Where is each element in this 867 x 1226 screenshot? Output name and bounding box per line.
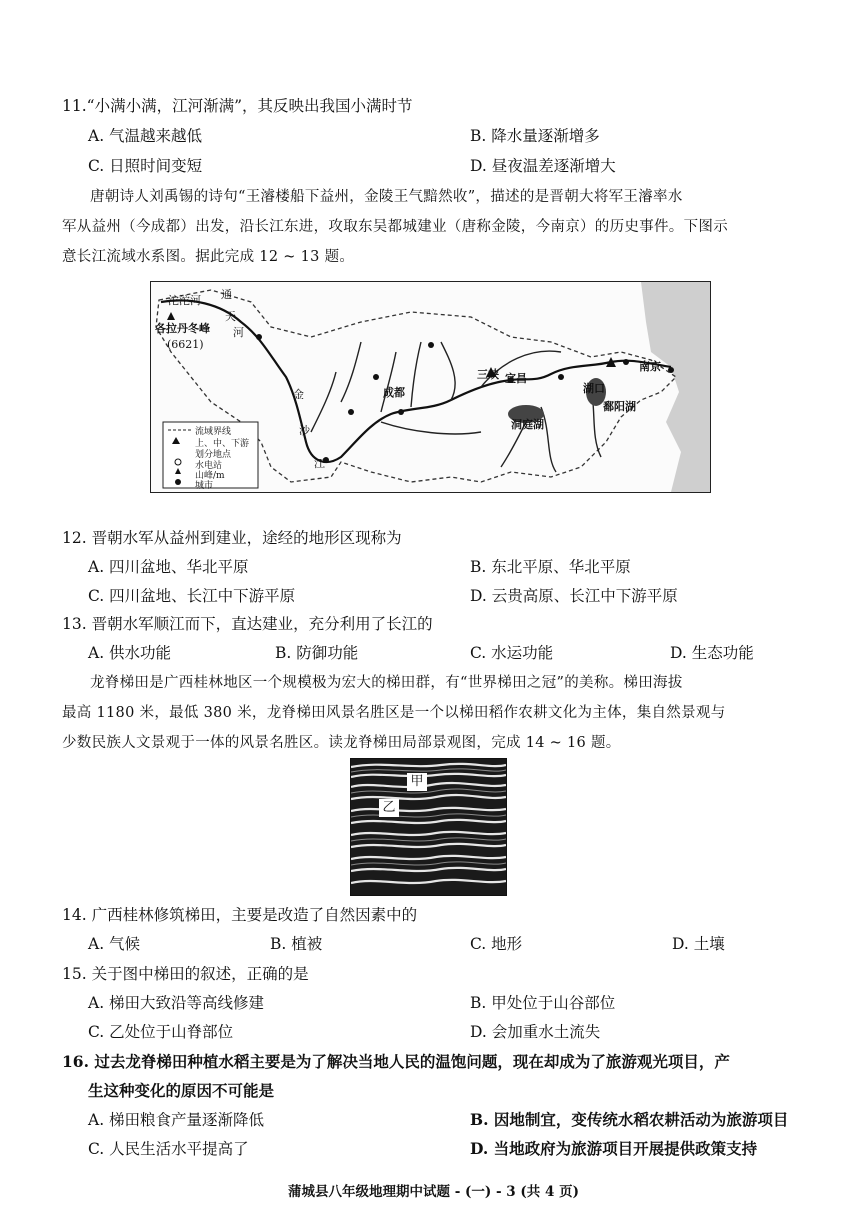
passage2-line3: 少数民族人文景观于一体的风景名胜区。读龙脊梯田局部景观图，完成 14 ~ 16 题。: [62, 735, 621, 751]
tributary: [311, 372, 336, 432]
city-dot: [623, 359, 629, 365]
q13-option-c[interactable]: C. 水运功能: [470, 644, 554, 662]
legend-peak-label: 山峰/m: [195, 471, 225, 481]
legend-city-swatch: [175, 479, 181, 485]
q15-option-c[interactable]: C. 乙处位于山脊部位: [88, 1023, 234, 1041]
q15-option-b[interactable]: B. 甲处位于山谷部位: [470, 994, 616, 1012]
label-nanjing: 南京: [639, 360, 661, 373]
question-16-stem-line2: 生这种变化的原因不可能是: [88, 1081, 275, 1100]
q14-option-b[interactable]: B. 植被: [270, 935, 323, 953]
photo-label-jia: 甲: [407, 773, 427, 791]
label-tongtian-3: 河: [233, 326, 244, 339]
legend-division-label: 上、中、下游: [195, 439, 250, 449]
q11-option-c[interactable]: C. 日照时间变短: [88, 157, 203, 175]
question-14-stem: 14. 广西桂林修筑梯田，主要是改造了自然因素中的: [62, 906, 418, 924]
q12-option-c[interactable]: C. 四川盆地、长江中下游平原: [88, 587, 296, 605]
label-tuotuo-river: 沱沱河: [168, 294, 201, 307]
legend-city-label: 城市: [195, 481, 214, 491]
question-12-stem: 12. 晋朝水军从益州到建业，途经的地形区现称为: [62, 529, 402, 547]
label-jinsha-3: 江: [314, 457, 325, 470]
label-jinsha-1: 金: [293, 388, 304, 401]
photo-label-yi: 乙: [379, 799, 399, 817]
passage1-line3: 意长江流域水系图。据此完成 12 ~ 13 题。: [62, 249, 355, 265]
label-dongting-lake: 洞庭湖: [511, 418, 544, 431]
passage2-line2: 最高 1180 米，最低 380 米，龙脊梯田风景名胜区是一个以梯田稻作农耕文化为主体，集自然景观与: [62, 705, 726, 721]
city-dot: [668, 367, 674, 373]
q11-option-b[interactable]: B. 降水量逐渐增多: [470, 127, 600, 145]
longji-terrace-photo: [350, 758, 507, 896]
tributary: [381, 352, 396, 412]
label-tongtian-1: 通: [221, 288, 232, 301]
sea-area: [641, 282, 710, 492]
q16-option-c[interactable]: C. 人民生活水平提高了: [88, 1140, 249, 1158]
label-geladandong: 各拉丹冬峰: [155, 322, 210, 335]
label-poyang-lake: 鄱阳湖: [603, 400, 636, 413]
q16-option-a[interactable]: A. 梯田粮食产量逐渐降低: [88, 1111, 265, 1129]
label-hukou: 湖口: [583, 382, 605, 395]
q13-option-a[interactable]: A. 供水功能: [88, 644, 172, 662]
q12-option-a[interactable]: A. 四川盆地、华北平原: [88, 558, 249, 576]
terrace-drawing: [351, 759, 506, 895]
q13-option-d[interactable]: D. 生态功能: [670, 644, 754, 662]
passage1-line1: 唐朝诗人刘禹锡的诗句“王濬楼船下益州，金陵王气黯然收”，描述的是晋朝大将军王濬率水: [90, 189, 683, 205]
q13-option-b[interactable]: B. 防御功能: [275, 644, 359, 662]
q16-option-b[interactable]: B. 因地制宜，变传统水稻农耕活动为旅游项目: [470, 1110, 789, 1129]
question-16-stem-line1: 16. 过去龙脊梯田种植水稻主要是为了解决当地人民的温饱问题，现在却成为了旅游观光项目，产: [62, 1052, 730, 1071]
label-elevation: (6621): [167, 338, 204, 351]
legend-division-label-2: 划分地点: [195, 450, 232, 460]
label-jinsha-2: 沙: [299, 424, 310, 437]
page-footer: 蒲城县八年级地理期中试题 - (一) - 3 (共 4 页): [288, 1184, 579, 1200]
label-tongtian-2: 天: [225, 310, 236, 323]
city-dot: [558, 374, 564, 380]
q12-option-b[interactable]: B. 东北平原、华北平原: [470, 558, 631, 576]
city-dot: [398, 409, 404, 415]
q12-option-d[interactable]: D. 云贵高原、长江中下游平原: [470, 587, 678, 605]
label-sanxia: 三峡: [477, 368, 499, 381]
wu-river: [381, 422, 481, 434]
tributary: [341, 342, 361, 402]
q14-option-c[interactable]: C. 地形: [470, 935, 523, 953]
question-15-stem: 15. 关于图中梯田的叙述，正确的是: [62, 965, 309, 983]
q15-option-d[interactable]: D. 会加重水土流失: [470, 1023, 601, 1041]
city-dot: [348, 409, 354, 415]
tributary: [411, 342, 421, 407]
q15-option-a[interactable]: A. 梯田大致沿等高线修建: [88, 994, 265, 1012]
label-yichang: 宜昌: [505, 372, 527, 385]
q14-option-d[interactable]: D. 土壤: [672, 935, 725, 953]
passage2-line1: 龙脊梯田是广西桂林地区一个规模极为宏大的梯田群，有“世界梯田之冠”的美称。梯田海拔: [90, 675, 683, 691]
tributary: [441, 342, 455, 400]
q11-option-d[interactable]: D. 昼夜温差逐渐增大: [470, 157, 616, 175]
yangtze-river-system-map: [150, 281, 711, 493]
city-dot: [428, 342, 434, 348]
peak-marker: [167, 312, 175, 320]
question-11-stem: 11.“小满小满，江河渐满”，其反映出我国小满时节: [62, 97, 413, 115]
city-dot: [256, 334, 262, 340]
q14-option-a[interactable]: A. 气候: [88, 935, 141, 953]
q16-option-d[interactable]: D. 当地政府为旅游项目开展提供政策支持: [470, 1139, 758, 1158]
label-chengdu: 成都: [383, 386, 405, 399]
passage1-line2: 军从益州（今成都）出发，沿长江东进，攻取东吴都城建业（唐称金陵，今南京）的历史事件。下图示: [62, 219, 728, 235]
legend-hydro-label: 水电站: [195, 461, 223, 471]
q11-option-a[interactable]: A. 气温越来越低: [88, 127, 203, 145]
city-dot: [373, 374, 379, 380]
question-13-stem: 13. 晋朝水军顺江而下，直达建业，充分利用了长江的: [62, 615, 433, 633]
legend-boundary-label: 流域界线: [195, 427, 232, 437]
